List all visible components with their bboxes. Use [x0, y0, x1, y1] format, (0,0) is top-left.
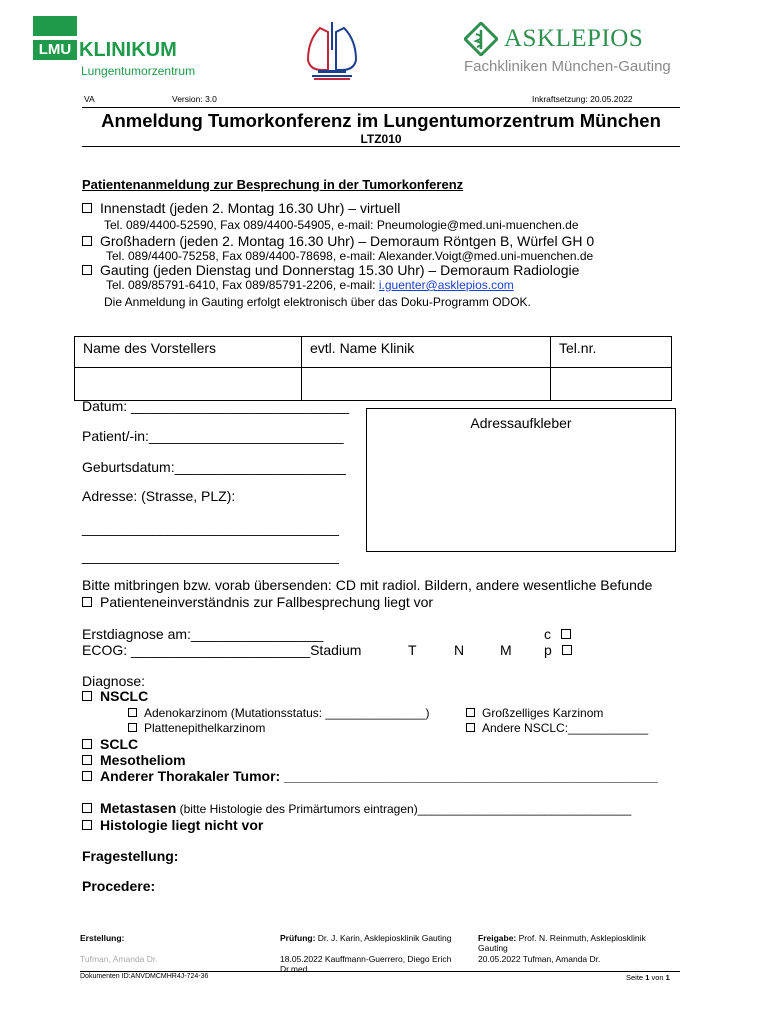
gauting-note: Die Anmeldung in Gauting erfolgt elektronisch über das Doku-Programm ODOK.: [104, 295, 531, 309]
meta-date: Inkraftsetzung: 20.05.2022: [532, 94, 633, 104]
field-patient[interactable]: Patient/-in:_________________________: [82, 428, 344, 444]
checkbox[interactable]: [82, 755, 92, 765]
bring-note: Bitte mitbringen bzw. vorab übersenden: CD mit radiol. Bildern, andere wesentliche Befunde: [82, 577, 653, 593]
page-title: Anmeldung Tumorkonferenz im Lungentumorzentrum München: [101, 110, 661, 131]
document-id: Dokumenten ID:ANVDMCMHR4J-724-36: [80, 973, 209, 980]
checkbox[interactable]: [128, 708, 137, 717]
email-link[interactable]: i.guenter@asklepios.com: [378, 278, 514, 292]
asklepios-logo: [464, 22, 671, 75]
checkbox[interactable]: [466, 723, 475, 732]
contact-grosshadern: Tel. 089/4400-75258, Fax 089/4400-78698, e-mail: Alexander.Voigt@med.uni-muenchen.de: [106, 249, 594, 263]
stage-t: T: [408, 642, 417, 658]
checkbox[interactable]: [82, 597, 92, 607]
asklepios-mark-icon: [464, 22, 498, 56]
stage-c-row[interactable]: c: [544, 626, 579, 642]
nsclc-row[interactable]: NSCLC: [82, 688, 148, 704]
pruefung-date: 18.05.2022 Kauffmann-Guerrero, Diego Erich Dr.med.: [280, 954, 452, 974]
document-code: LTZ010: [360, 132, 402, 146]
nsclc-gross-row[interactable]: Großzelliges Karzinom: [466, 706, 603, 720]
nsclc-andere-row[interactable]: Andere NSCLC:____________: [466, 721, 648, 735]
asklepios-subtitle: Fachkliniken München-Gauting: [464, 58, 671, 75]
header-rule-top: [82, 107, 680, 108]
freigabe-block: Freigabe: Prof. N. Reinmuth, Asklepiosklinik Gauting: [478, 933, 646, 953]
erstellung-name: Tufman, Amanda Dr.: [80, 954, 158, 964]
sclc-row[interactable]: SCLC: [82, 736, 138, 752]
header-telnr: Tel.nr.: [551, 337, 672, 368]
checkbox[interactable]: [82, 265, 92, 275]
cell-telnr-input[interactable]: [551, 368, 672, 401]
meta-va: VA: [84, 94, 95, 104]
lmu-mark: LMU: [33, 16, 77, 60]
page-number: Seite 1 von 1: [626, 973, 670, 982]
section-heading: Patientenanmeldung zur Besprechung in der Tumorkonferenz: [82, 177, 464, 192]
location-gauting[interactable]: Gauting (jeden Dienstag und Donnerstag 15.30 Uhr) – Demoraum Radiologie: [82, 262, 579, 278]
checkbox[interactable]: [82, 803, 92, 813]
nsclc-platten-row[interactable]: Plattenepithelkarzinom: [128, 721, 265, 735]
checkbox[interactable]: [466, 708, 475, 717]
field-geburtsdatum[interactable]: Geburtsdatum:______________________: [82, 459, 346, 475]
field-ecog-stadium[interactable]: ECOG: _______________________Stadium: [82, 642, 362, 658]
address-line-2[interactable]: _________________________________: [82, 548, 339, 564]
asklepios-name: ASKLEPIOS: [504, 25, 644, 52]
freigabe-date: 20.05.2022 Tufman, Amanda Dr.: [478, 954, 601, 964]
checkbox[interactable]: [561, 629, 571, 639]
nsclc-adeno-row[interactable]: Adenokarzinom (Mutationsstatus: _______________): [128, 706, 430, 720]
cell-klinik-input[interactable]: [302, 368, 551, 401]
procedere-label: Procedere:: [82, 878, 156, 894]
footer-rule: [80, 971, 680, 972]
header-name-vorsteller: Name des Vorstellers: [75, 337, 302, 368]
stage-m: M: [500, 642, 512, 658]
checkbox[interactable]: [82, 771, 92, 781]
address-line-1[interactable]: _________________________________: [82, 520, 339, 536]
presenter-table: [74, 336, 672, 401]
header-klinik: evtl. Name Klinik: [302, 337, 551, 368]
erstellung-label: Erstellung:: [80, 933, 125, 943]
contact-innenstadt: Tel. 089/4400-52590, Fax 089/4400-54905, e-mail: Pneumologie@med.uni-muenchen.de: [104, 218, 579, 232]
diagnose-label: Diagnose:: [82, 673, 146, 689]
lmu-subtitle: Lungentumorzentrum: [81, 64, 196, 78]
location-innenstadt[interactable]: Innenstadt (jeden 2. Montag 16.30 Uhr) – virtuell: [82, 200, 400, 216]
checkbox[interactable]: [82, 691, 92, 701]
checkbox[interactable]: [128, 723, 137, 732]
contact-gauting: Tel. 089/85791-6410, Fax 089/85791-2206, e-mail: i.guenter@asklepios.com: [106, 278, 514, 292]
field-erstdiagnose[interactable]: Erstdiagnose am:_________________: [82, 626, 324, 642]
stage-p-row[interactable]: p: [544, 642, 580, 658]
address-label-text: Adressaufkleber: [470, 415, 572, 431]
checkbox[interactable]: [82, 236, 92, 246]
histologie-row[interactable]: Histologie liegt nicht vor: [82, 817, 263, 833]
cell-name-input[interactable]: [75, 368, 302, 401]
checkbox[interactable]: [82, 739, 92, 749]
field-adresse: Adresse: (Strasse, PLZ):: [82, 488, 236, 504]
address-label-box: [366, 408, 676, 552]
field-datum[interactable]: Datum: ____________________________: [82, 398, 350, 414]
consent-checkbox-row[interactable]: Patienteneinverständnis zur Fallbesprechung liegt vor: [82, 594, 433, 610]
checkbox[interactable]: [82, 203, 92, 213]
lmu-logo: [33, 16, 195, 78]
checkbox[interactable]: [562, 645, 572, 655]
lmu-wordmark: KLINIKUM: [79, 39, 177, 61]
stage-n: N: [454, 642, 465, 658]
location-grosshadern[interactable]: Großhadern (jeden 2. Montag 16.30 Uhr) – Demoraum Röntgen B, Würfel GH 0: [82, 233, 594, 249]
lungentumorzentrum-emblem: [300, 20, 364, 87]
checkbox[interactable]: [82, 820, 92, 830]
anderer-tumor-row[interactable]: Anderer Thorakaler Tumor: ________________________________________________: [82, 768, 658, 784]
mesotheliom-row[interactable]: Mesotheliom: [82, 752, 186, 768]
fragestellung-label: Fragestellung:: [82, 848, 179, 864]
pruefung-block: Prüfung: Dr. J. Karin, Asklepiosklinik Gauting: [280, 933, 452, 943]
header-rule-bottom: [82, 146, 680, 147]
meta-version: Version: 3.0: [172, 94, 217, 104]
metastasen-row[interactable]: Metastasen (bitte Histologie des Primärtumors eintragen)________________________________: [82, 800, 631, 816]
